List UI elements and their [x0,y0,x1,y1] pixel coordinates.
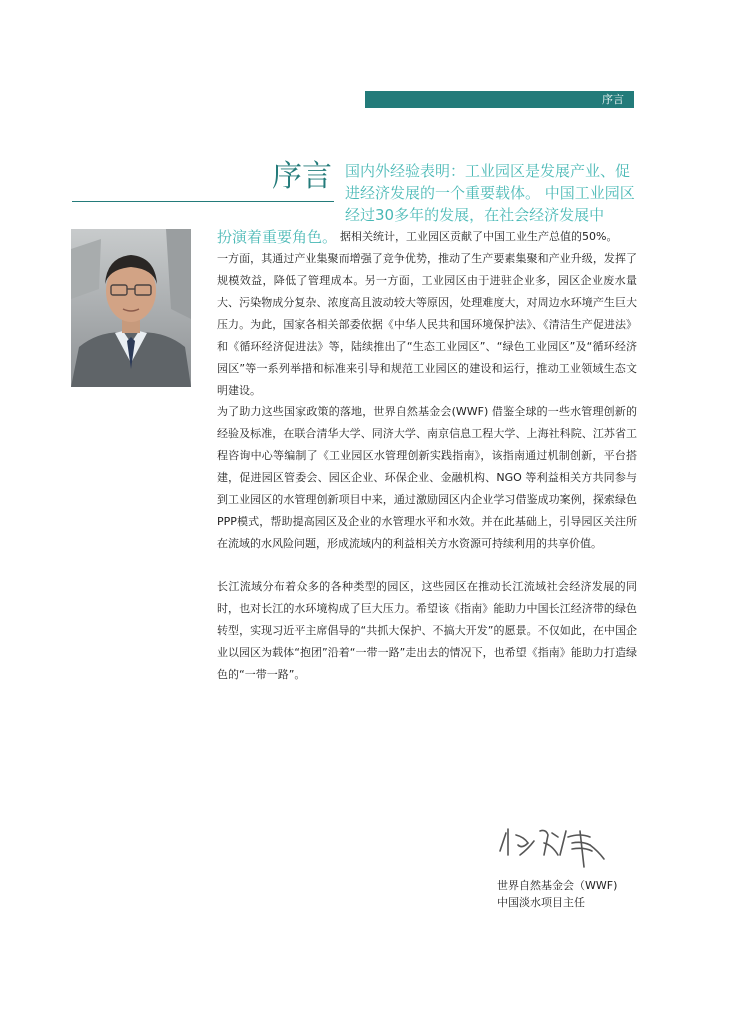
title-divider [72,201,334,202]
portrait-image [71,229,191,387]
section-header-label: 序言 [602,93,624,106]
author-photo [71,229,191,387]
lead-text-continued: 扮演着重要角色。 [217,228,338,246]
handwritten-signature [494,815,624,875]
page-title: 序言 [272,159,332,194]
signature-title: 中国淡水项目主任 [497,896,585,909]
paragraph-1-opening: 据相关统计，工业园区贡献了中国工业生产总值的50%。 [340,230,618,243]
paragraph-1: 一方面，其通过产业集聚而增强了竞争优势，推动了生产要素集聚和产业升级，发挥了规模效益，降低了管理成本。另一方面，工业园区由于进驻企业多，园区企业废水量大、污染物成分复杂、浓度高且波动较大等原因，处理难度大，对周边水环境产生巨大压力。为此，国家各相关部委依据《中华人民共和国环境保护法》、《清洁生产促进法》和《循环经济促进法》等，陆续推出了“生态工业园区”、“绿色工业园区”及“循环经济园区”等一系列举措和标准来引导和规范工业园区的建设和运行，推动工业领域生态文明建设。 [217,252,637,397]
section-header-bar [365,91,634,108]
paragraph-3: 长江流域分布着众多的各种类型的园区，这些园区在推动长江流域社会经济发展的同时，也对长江的水环境构成了巨大压力。希望该《指南》能助力中国长江经济带的绿色转型，实现习近平主席倡导的“共抓大保护、不搞大开发”的愿景。不仅如此，在中国企业以园区为载体“抱团”沿着“一带一路”走出去的情况下，也希望《指南》能助力打造绿色的“一带一路”。 [217,580,637,681]
paragraph-2: 为了助力这些国家政策的落地，世界自然基金会(WWF) 借鉴全球的一些水管理创新的经验及标准，在联合清华大学、同济大学、南京信息工程大学、上海社科院、江苏省工程咨询中心等编制了《工业园区水管理创新实践指南》，该指南通过机制创新，平台搭建，促进园区管委会、园区企业、环保企业、金融机构、NGO 等利益相关方共同参与到工业园区的水管理创新项目中来，通过激励园区内企业学习借鉴成功案例，探索绿色PPP模式，帮助提高园区及企业的水管理水平和水效。并在此基础上，引导园区关注所在流域的水风险问题，形成流域内的利益相关方水资源可持续利用的共享价值。 [217,405,637,550]
lead-text: 国内外经验表明：工业园区是发展产业、促进经济发展的一个重要载体。 中国工业园区经过30多年的发展，在社会经济发展中 [345,162,635,224]
signature-organization: 世界自然基金会（WWF) [497,879,618,892]
